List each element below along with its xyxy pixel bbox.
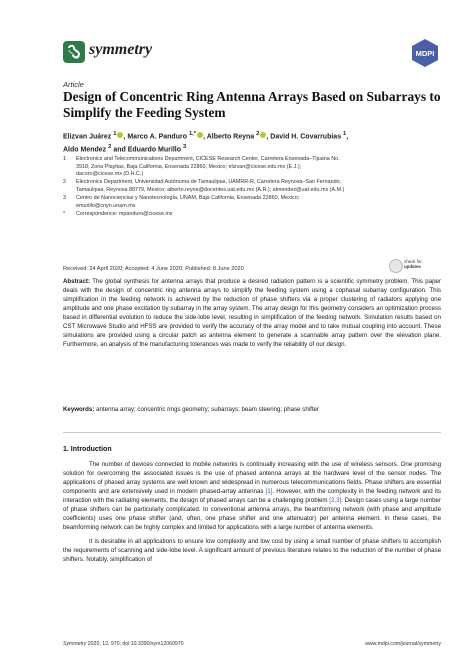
author-separator: , — [123, 133, 128, 141]
author-affil-sup: 1 — [343, 131, 347, 137]
mdpi-logo-icon — [410, 38, 440, 68]
article-title: Design of Concentric Ring Antenna Arrays Based on Subarrays to Simplify the Feeding System — [63, 89, 441, 120]
citation-link[interactable]: [2,3] — [329, 497, 342, 505]
article-type: Article — [63, 80, 84, 89]
keywords — [63, 405, 441, 414]
abstract-label: Abstract: — [63, 278, 90, 285]
author-name: Elizvan Juárez — [63, 133, 112, 141]
affiliation-item — [63, 156, 443, 179]
section-divider — [63, 432, 441, 433]
paragraph: It is desirable in all applications to ensure low complexity and low cost by using a small number of phase shifters to accomplish the requirements of scanning and side-lobe level. A significant amount of previous literature relates to the reduction of the number of phase shifters. Notably, simplification of — [63, 538, 441, 564]
author-name: Aldo Mendez — [63, 146, 107, 154]
keywords-label: Keywords: — [63, 406, 95, 413]
affiliation-number: 1 — [63, 156, 66, 162]
citation-line: Symmetry 2020, 12, 970; doi:10.3390/sym12060970 — [63, 641, 184, 647]
author-name: Alberto Reyna — [206, 133, 255, 141]
journal-name: symmetry — [89, 41, 153, 58]
journal-url-link[interactable]: www.mdpi.com/journal/symmetry — [365, 641, 441, 647]
affiliation-number: 3 — [63, 194, 66, 201]
paragraph: The number of devices connected to mobile networks is continually increasing with the use of wireless sensors. One promising solution for overcoming the associated issues is the use of phased antenna arrays at the hardware level of the sensor nodes. The applications of phased array systems are well known and widespread in numerous telecommunications fields. Phase shifters are essential components and are extensively used in modern phased-array antennas [1]. However, with the complexity in the feeding network and its interaction with the radiating elements, the design of phased arrays can be a challenging problem [2,3]. Design cases using a large number of phase shifters can be particularly complicated. In conventional antenna arrays, the beamforming network (with phase and amplitude coefficients) uses one phase shifter (and, often, one phase shifter and one attenuator) per antenna element. In these cases, the beamforming network can be highly complex and limited for applications with a large number of antenna elements. — [63, 461, 442, 532]
publisher-logo-text: MDPI — [415, 49, 435, 58]
author-affil-sup: 2 — [108, 144, 112, 151]
author-affil-sup: 3 — [182, 144, 187, 151]
journal-header — [63, 38, 440, 68]
affiliation-item — [63, 211, 443, 219]
author-affil-sup: 1,* — [188, 131, 197, 137]
affiliation-item — [63, 179, 443, 194]
citation-link[interactable]: [1] — [265, 488, 273, 496]
author-separator: , — [346, 133, 349, 141]
author-separator: , — [203, 133, 207, 141]
author-list — [63, 129, 443, 156]
introduction-body — [63, 460, 441, 565]
author-separator: and — [111, 146, 128, 154]
author-separator: , — [266, 133, 271, 141]
author-affil-sup: 1 — [113, 131, 117, 137]
abstract-text: The global synthesis for antenna arrays that produce a desired radiation pattern is a scientific symmetry problem. This paper deals with the design of concentric ring antenna arrays to simplify the feeding system using a cophasal subarray configuration. This simplification in the feeding network is achieved by the reduction of phase shifters via a proper clustering of radiators applying one amplitude and one phase excitation by subarray in the array system. The array design for this geometry considers an optimization process based in differential evolution to reduce the side-lobe level, resulting in simplification of the feeding network. Simulation results based on CST Microwave Studio and HFSS are provided to verify the accuracy of the array model and to take mutual coupling into account. These simulations are provided using a circular patch as antenna element to generate a scannable array pattern over the elevation plane. Furthermore, an analysis of the manufacturing tolerances was made to verify the reliability of our design. — [63, 278, 441, 349]
affiliation-text: Centro de Nanociencias y Nanotecnología, UNAM, Baja California, Ensenada 22860, Mexico; emurillo@cnyn.unam.mx — [76, 194, 300, 209]
affiliation-item — [63, 195, 443, 210]
affiliation-number: 2 — [63, 179, 66, 186]
symmetry-logo-icon — [63, 41, 85, 63]
check-for-updates-label: check for updates — [404, 259, 422, 269]
affiliation-text: Correspondence: mpanduro@cicese.mx — [76, 210, 173, 217]
section-heading: 1. Introduction — [63, 446, 112, 453]
abstract — [63, 277, 441, 349]
author-name: Eduardo Murillo — [127, 146, 181, 154]
publication-dates: Received: 24 April 2020; Accepted: 4 June 2020; Published: 8 June 2020 — [63, 266, 244, 272]
keywords-text: antenna array; concentric rings geometry; subarrays; beam steering; phase shifter — [96, 406, 320, 413]
affiliation-text: Electronics and Telecommunications Department, CICESE Research Center, Carretera Ensenada–Tijuana No. 3918, Zona Playitas, Baja California, Ensenada 22860, Mexico; elizvan@cicese.edu.mx (E.J.); dacoro@cicese.mx (D.H.C.) — [76, 156, 340, 178]
update-refresh-icon — [389, 259, 403, 273]
author-affil-sup: 2 — [256, 131, 260, 137]
author-name: David H. Covarrubias — [270, 133, 342, 141]
affiliation-number: * — [63, 210, 66, 217]
affiliations — [63, 156, 443, 219]
check-for-updates-button[interactable] — [389, 256, 423, 278]
author-name: Marco A. Panduro — [127, 133, 187, 141]
affiliation-text: Electronics Department, Universidad Autónoma de Tamaulipas, UAMRR-R, Carretera Reynosa–San Fernando, Tamaulipas, Reynosa 88779, Mexico; alberto.reyna@docentes.uat.edu.mx (A.R.); almendez@uat.edu.mx (A.M.) — [76, 179, 345, 193]
